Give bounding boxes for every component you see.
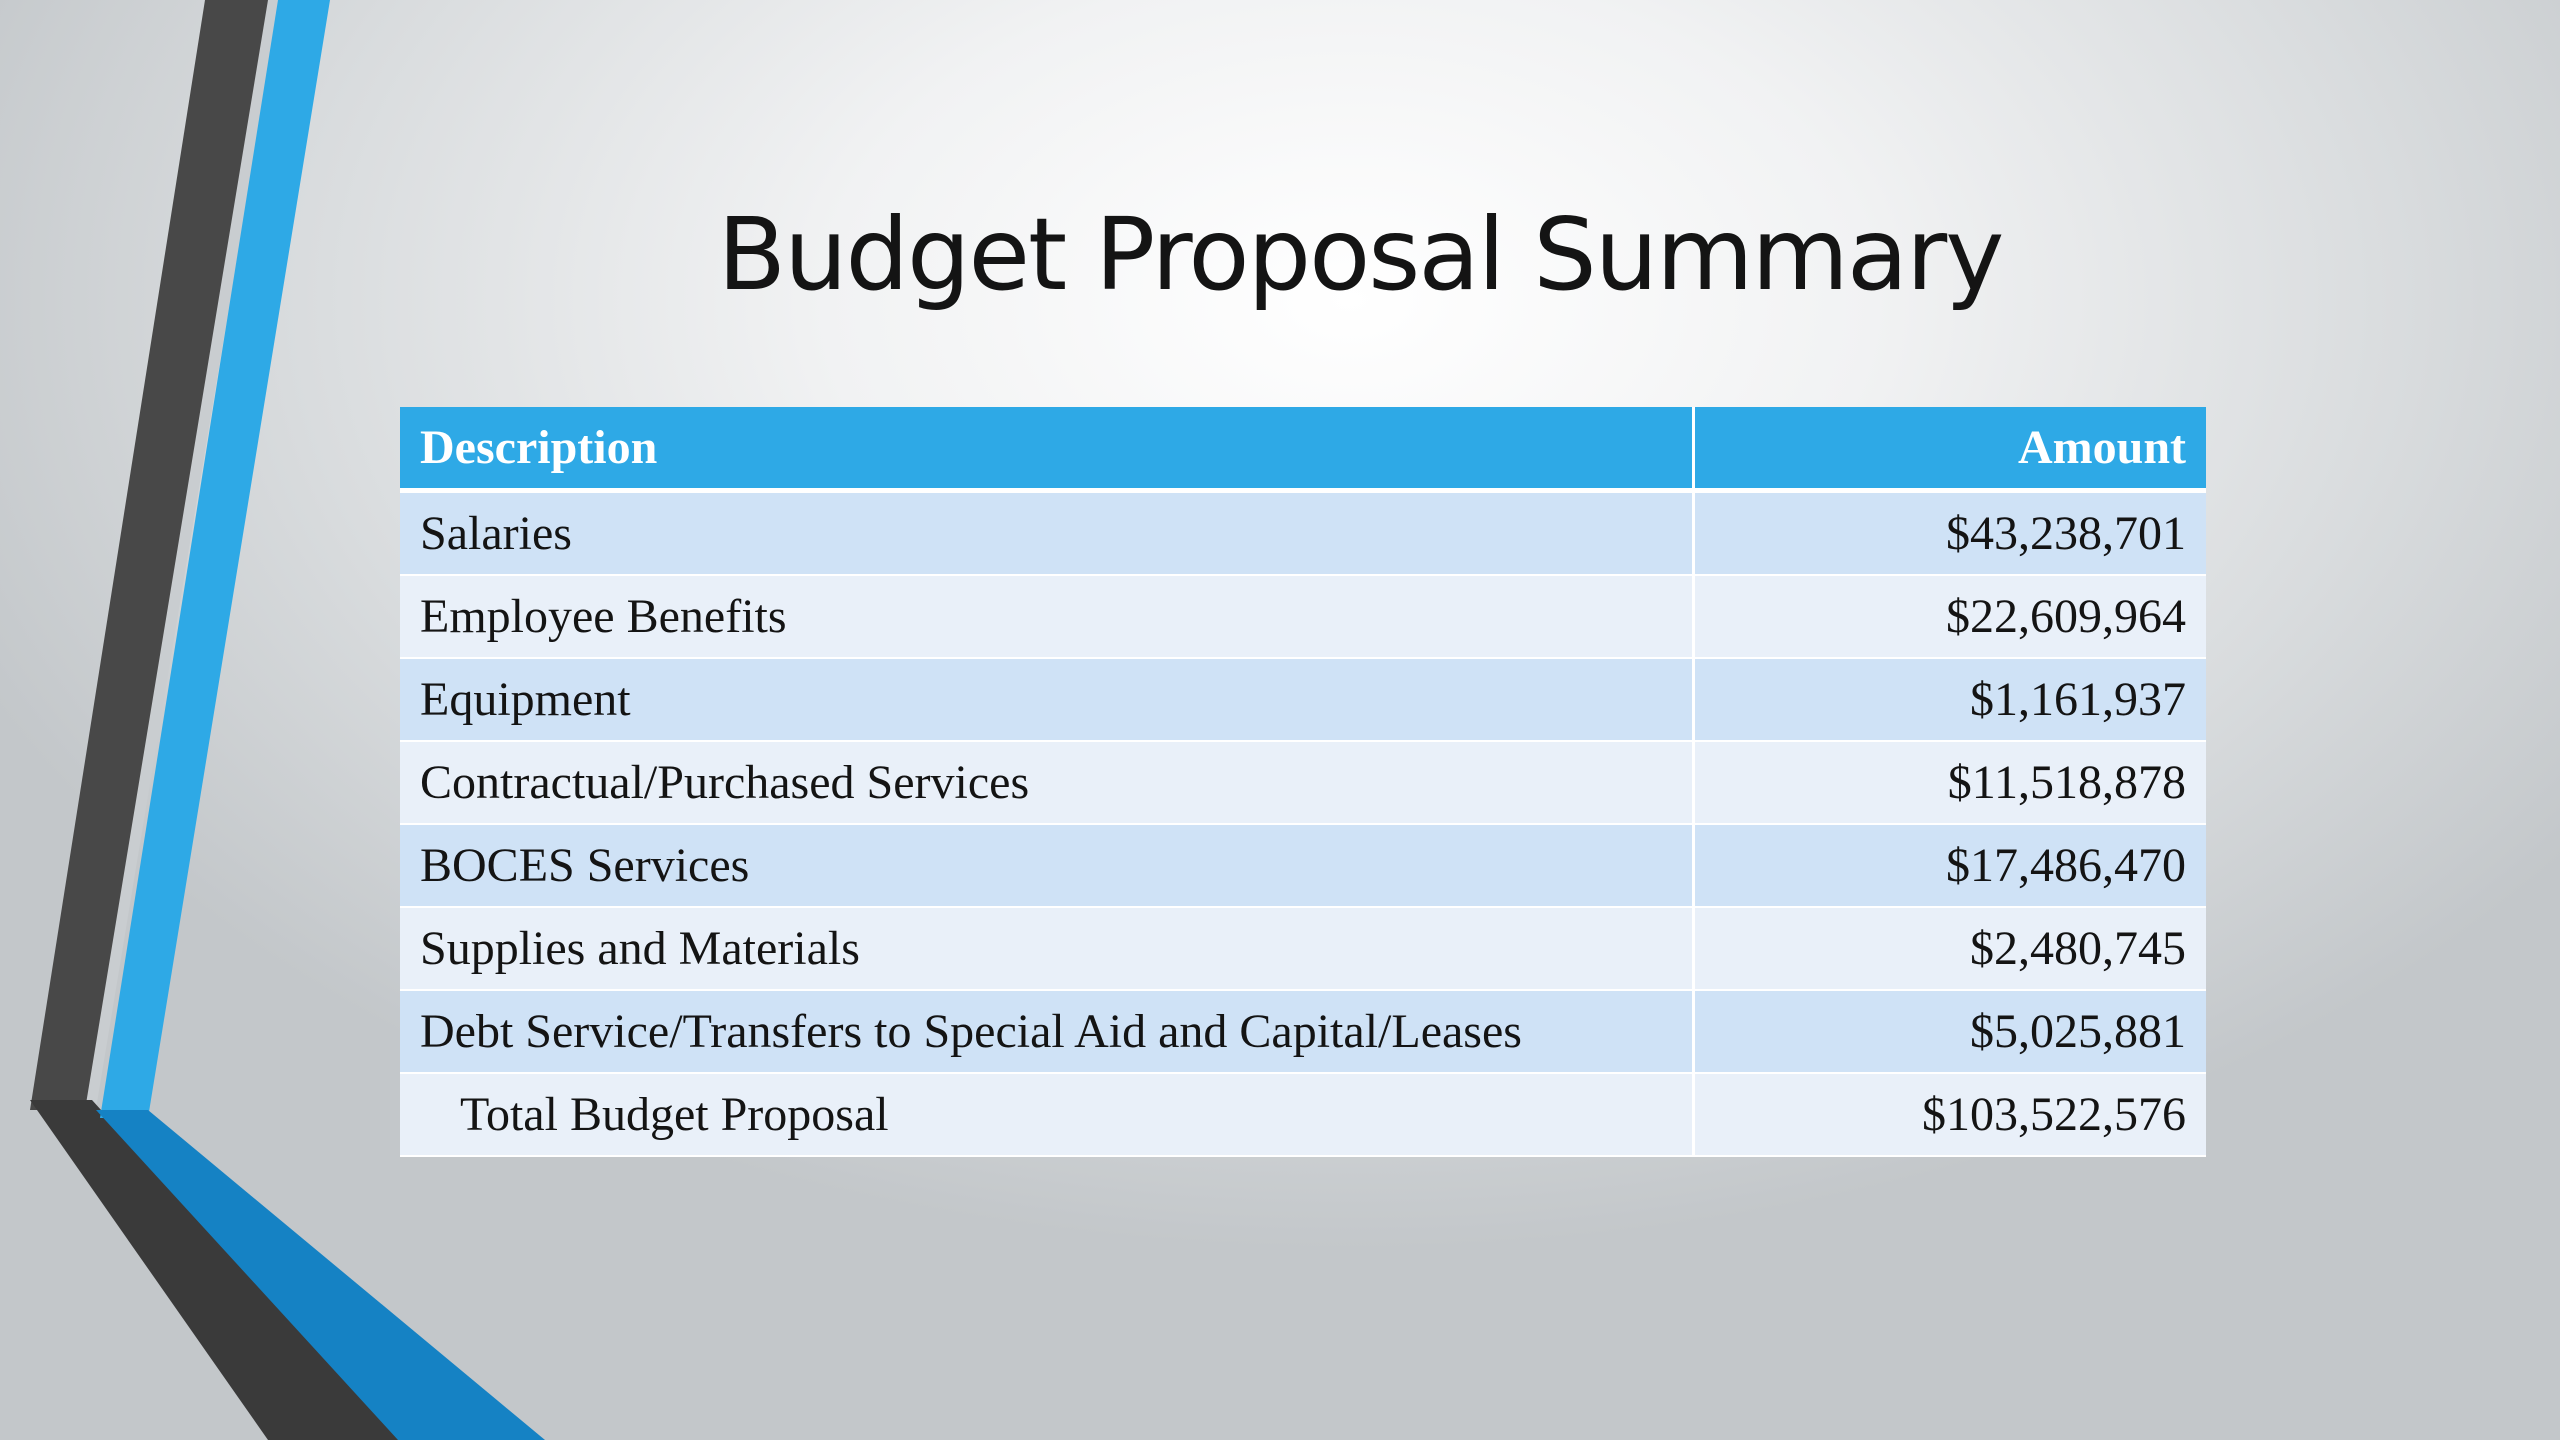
table-row xyxy=(400,658,2206,741)
table-row xyxy=(400,575,2206,658)
row-description: Employee Benefits xyxy=(400,575,1693,658)
table-row xyxy=(400,990,2206,1073)
row-amount: $17,486,470 xyxy=(1693,824,2206,907)
table-row xyxy=(400,907,2206,990)
table-header-row xyxy=(400,407,2206,491)
table-row xyxy=(400,741,2206,824)
total-description: Total Budget Proposal xyxy=(400,1073,1693,1156)
row-description: Supplies and Materials xyxy=(400,907,1693,990)
row-amount: $1,161,937 xyxy=(1693,658,2206,741)
table-row xyxy=(400,491,2206,576)
row-description: Debt Service/Transfers to Special Aid and Capital/Leases xyxy=(400,990,1693,1073)
row-description: Equipment xyxy=(400,658,1693,741)
row-amount: $2,480,745 xyxy=(1693,907,2206,990)
row-description: BOCES Services xyxy=(400,824,1693,907)
row-amount: $43,238,701 xyxy=(1693,491,2206,576)
row-description: Contractual/Purchased Services xyxy=(400,741,1693,824)
total-amount: $103,522,576 xyxy=(1693,1073,2206,1156)
table-row xyxy=(400,824,2206,907)
slide-title: Budget Proposal Summary xyxy=(717,196,2003,313)
total-row xyxy=(400,1073,2206,1156)
header-description: Description xyxy=(400,407,1693,491)
header-amount: Amount xyxy=(1693,407,2206,491)
row-description: Salaries xyxy=(400,491,1693,576)
decor-gray-stripe-lower xyxy=(30,1100,400,1440)
row-amount: $5,025,881 xyxy=(1693,990,2206,1073)
budget-table xyxy=(400,407,2206,1157)
row-amount: $11,518,878 xyxy=(1693,741,2206,824)
row-amount: $22,609,964 xyxy=(1693,575,2206,658)
